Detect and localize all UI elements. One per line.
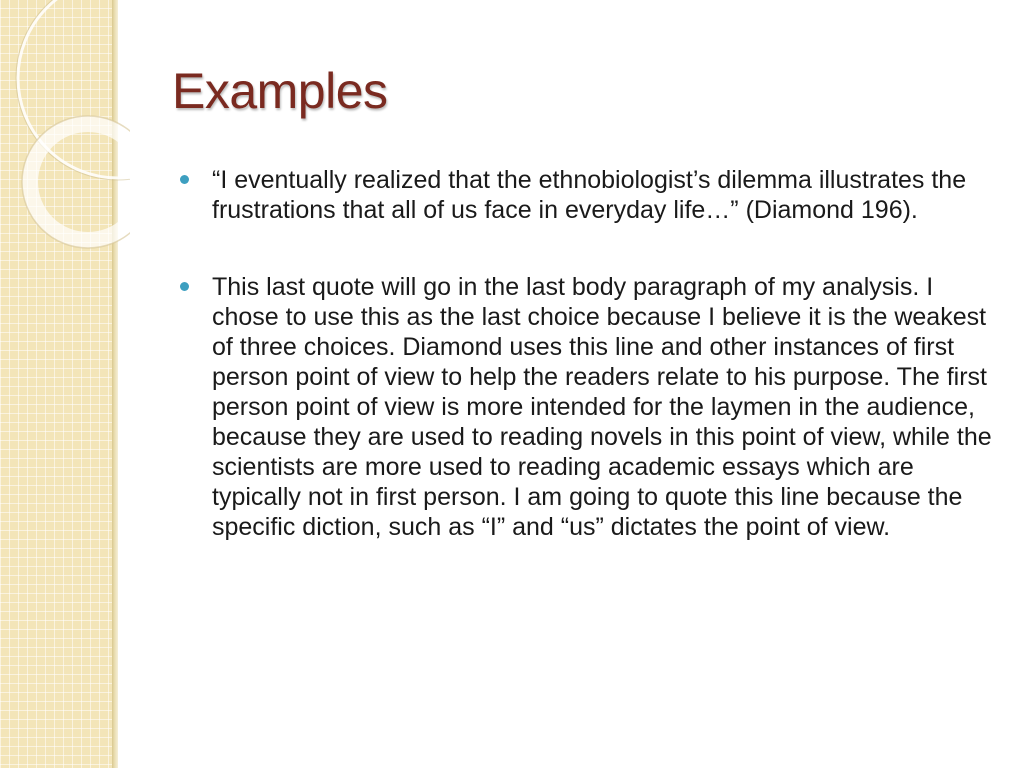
bullet-text: This last quote will go in the last body paragraph of my analysis. I chose to use this as the last choice because I believe it is the weakest of three choices. Diamond uses this line and other instances of first person point of view to help the readers relate to his purpose. The first person point of view is more intended for the laymen in the audience, because they are used to reading novels in this point of view, while the scientists are more used to reading academic essays which are typically not in first person. I am going to quote this line because the specific diction, such as “I” and “us” dictates the point of view. (212, 273, 992, 541)
slide-title: Examples (172, 63, 388, 119)
bullet-list (178, 165, 993, 542)
bullet-text: “I eventually realized that the ethnobiologist’s dilemma illustrates the frustrations that all of us face in everyday life…” (Diamond 196). (212, 166, 967, 224)
bullet-item-quote (178, 165, 993, 225)
round-bullet-icon (180, 175, 189, 184)
round-bullet-icon (180, 282, 189, 291)
bullet-item-analysis (178, 272, 993, 542)
decorative-rings (0, 0, 130, 280)
